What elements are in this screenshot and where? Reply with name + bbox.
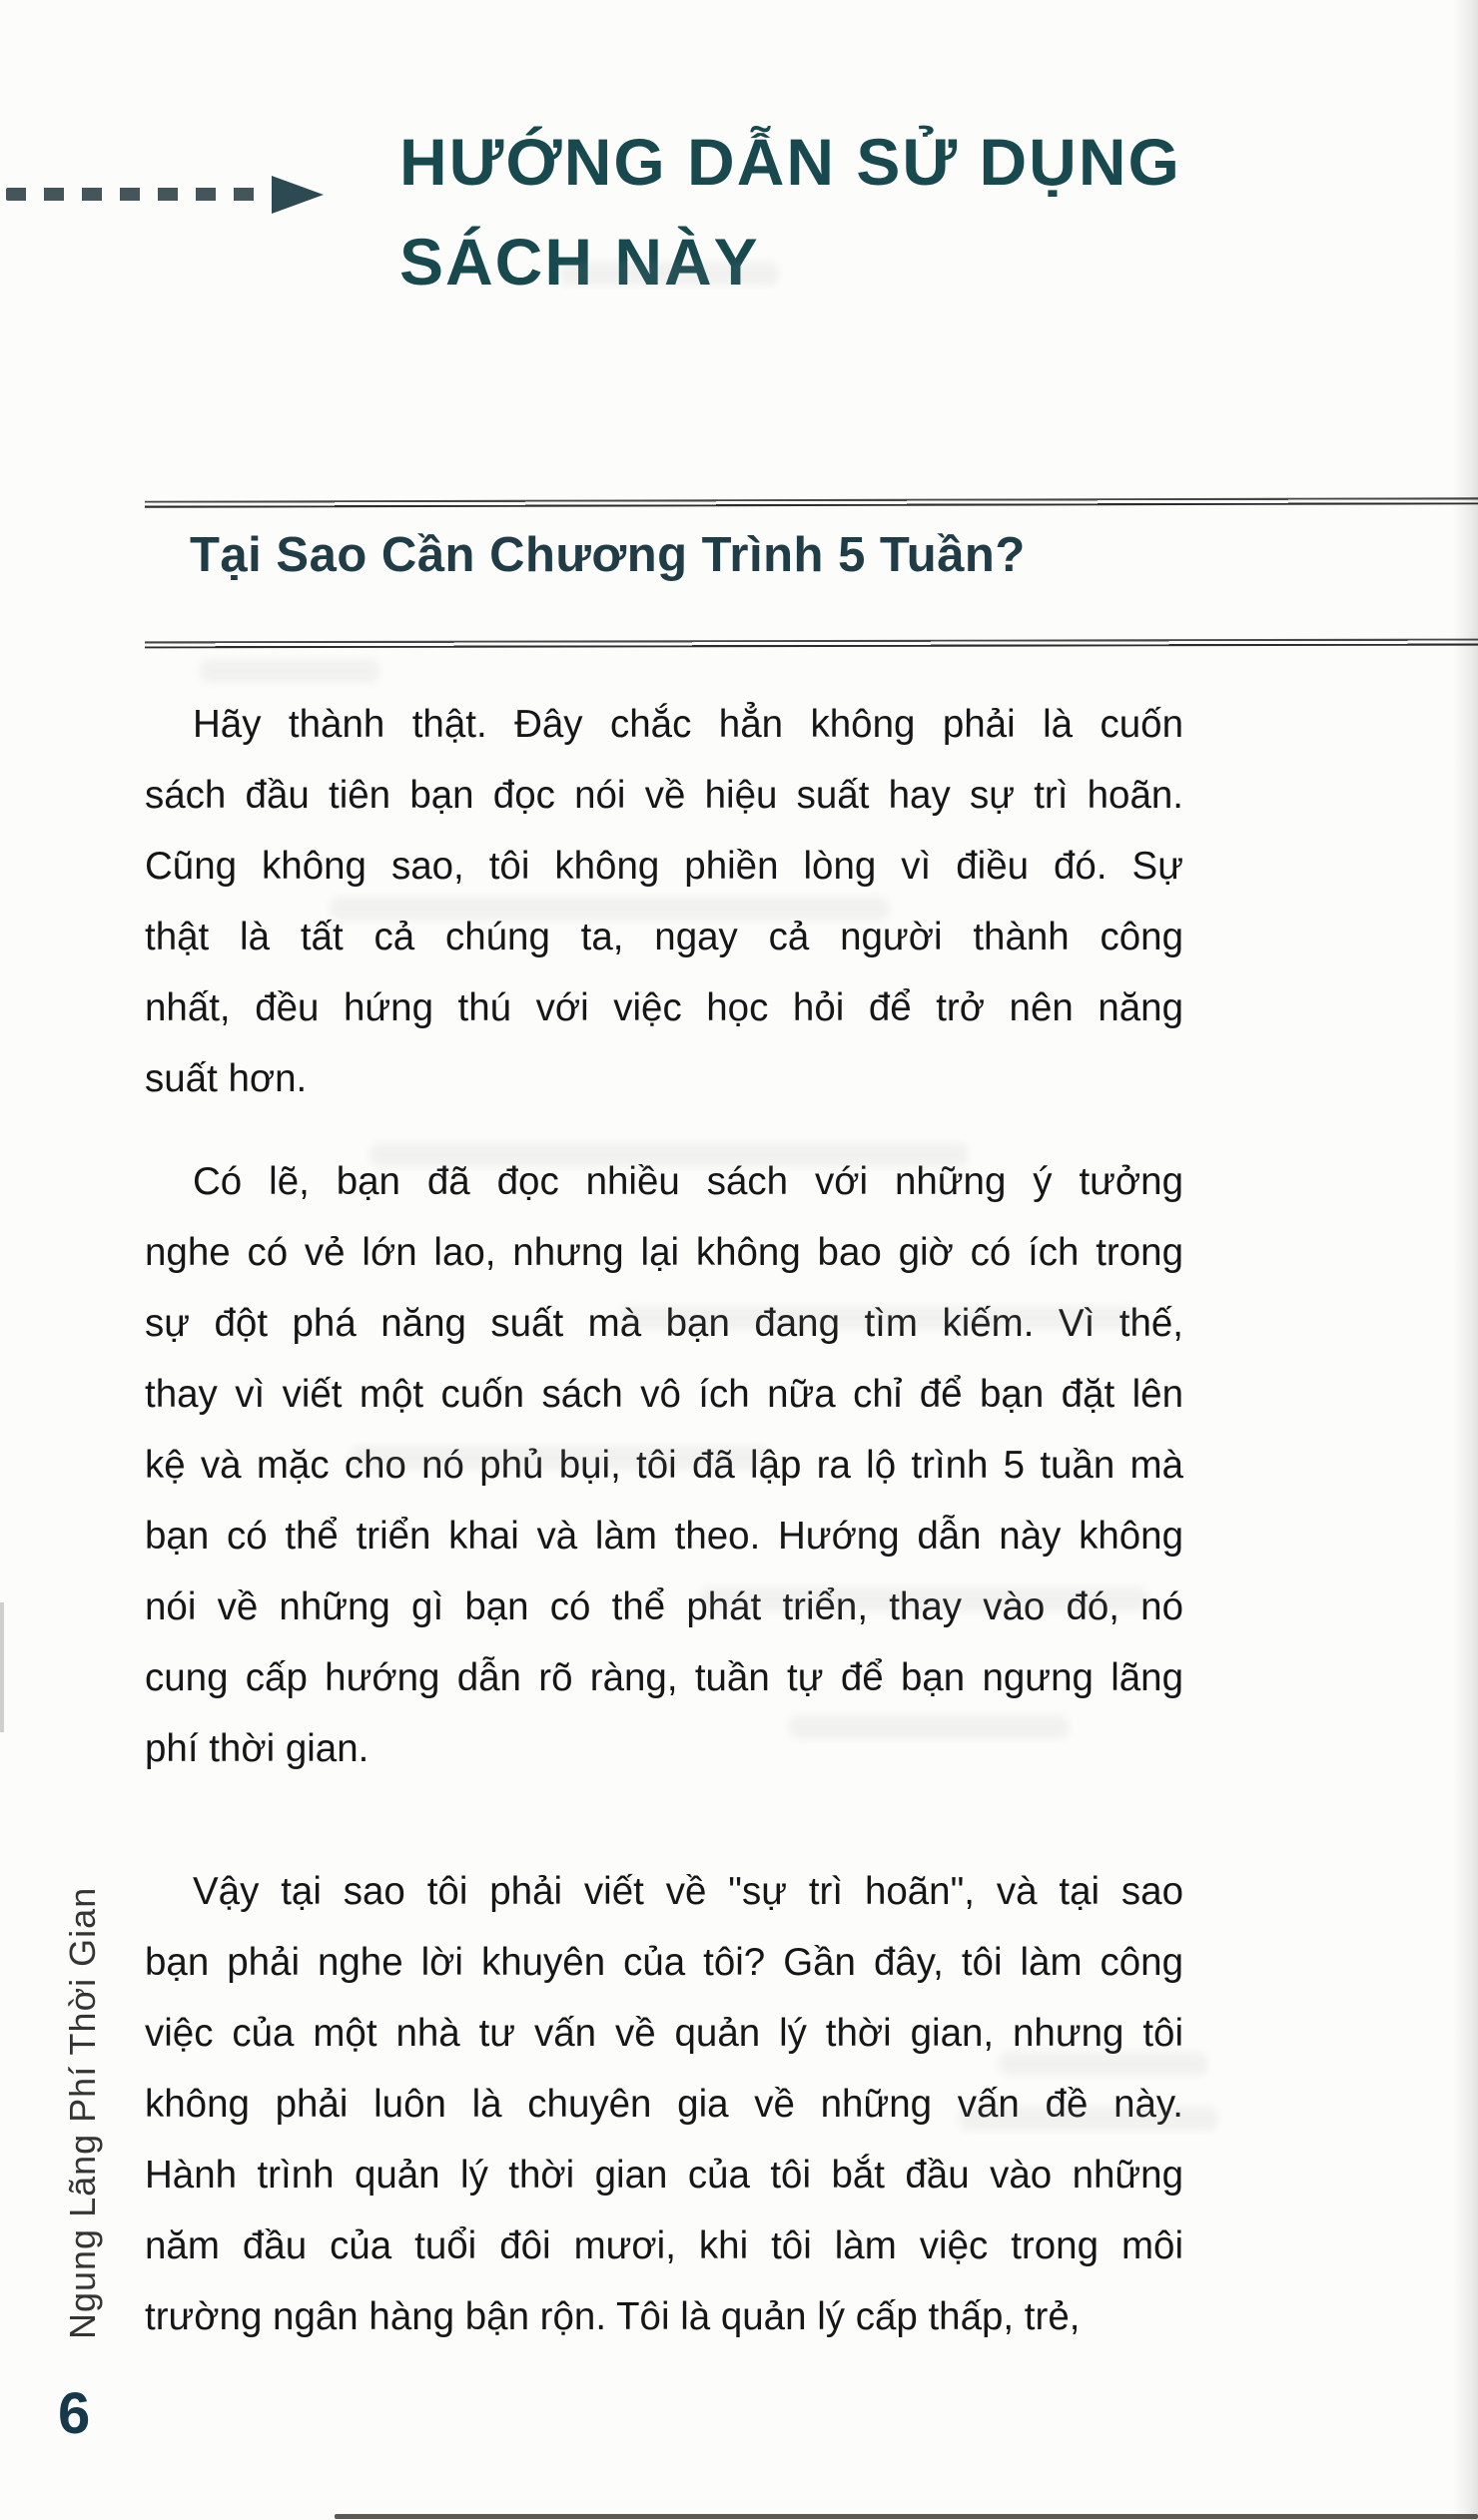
- ghost-bleedthrough: [559, 262, 779, 286]
- text-line: phí thời gian.: [145, 1727, 370, 1770]
- scan-edge-shadow-right: [1452, 0, 1478, 2520]
- divider-line-top: [145, 497, 1478, 507]
- text-line: không phải luôn là chuyên gia về những vấn đề này.: [145, 2083, 1183, 2126]
- text-line: kệ và mặc cho nó phủ bụi, tôi đã lập ra lộ trình 5 tuần mà: [145, 1444, 1183, 1487]
- text-line: Cũng không sao, tôi không phiền lòng vì điều đó. Sự: [145, 845, 1183, 888]
- text-line: suất hơn.: [145, 1057, 308, 1100]
- chapter-title-line2: SÁCH NÀY: [399, 225, 760, 299]
- text-line: Có lẽ, bạn đã đọc nhiều sách với những ý tưởng: [193, 1160, 1183, 1203]
- divider-line-bottom: [145, 639, 1478, 649]
- running-title-vertical: Ngung Lãng Phí Thời Gian: [62, 1886, 103, 2339]
- ghost-bleedthrough: [370, 1143, 969, 1167]
- section-title: Tại Sao Cần Chương Trình 5 Tuần?: [190, 528, 1026, 582]
- text-line: nhất, đều hứng thú với việc học hỏi để trở nên năng: [145, 986, 1183, 1029]
- text-line: việc của một nhà tư vấn về quản lý thời gian, nhưng tôi: [145, 2012, 1183, 2055]
- text-line: cung cấp hướng dẫn rõ ràng, tuần tự để bạn ngưng lãng: [145, 1656, 1183, 1699]
- ghost-bleedthrough: [789, 1715, 1069, 1739]
- chapter-title-line1: HƯỚNG DẪN SỬ DỤNG: [399, 125, 1181, 199]
- text-line: Hãy thành thật. Đây chắc hẳn không phải là cuốn: [193, 703, 1183, 746]
- paragraph: [145, 1856, 1183, 2352]
- text-line: Hành trình quản lý thời gian của tôi bắt đầu vào những: [145, 2154, 1183, 2197]
- text-line: thay vì viết một cuốn sách vô ích nữa chỉ để bạn đặt lên: [145, 1373, 1183, 1416]
- scan-edge-line-bottom: [335, 2514, 1478, 2519]
- dashed-arrow-line-icon: [6, 188, 272, 201]
- ghost-bleedthrough: [619, 1306, 1138, 1330]
- body-text: [145, 689, 1183, 2352]
- ghost-bleedthrough: [200, 659, 379, 683]
- ghost-bleedthrough: [350, 1446, 769, 1470]
- ghost-bleedthrough: [330, 897, 889, 921]
- text-line: thật là tất cả chúng ta, ngay cả người thành công: [145, 916, 1183, 958]
- text-line: Vậy tại sao tôi phải viết về "sự trì hoãn", và tại sao: [193, 1870, 1183, 1913]
- text-line: sách đầu tiên bạn đọc nói về hiệu suất hay sự trì hoãn.: [145, 774, 1183, 817]
- text-line: trường ngân hàng bận rộn. Tôi là quản lý cấp thấp, trẻ,: [145, 2295, 1081, 2338]
- ghost-bleedthrough: [959, 2107, 1218, 2131]
- text-line: nói về những gì bạn có thể phát triển, thay vào đó, nó: [145, 1585, 1183, 1628]
- text-line: bạn phải nghe lời khuyên của tôi? Gần đây, tôi làm công: [145, 1941, 1183, 1984]
- text-line: năm đầu của tuổi đôi mươi, khi tôi làm việc trong môi: [145, 2224, 1183, 2267]
- text-line: nghe có vẻ lớn lao, nhưng lại không bao giờ có ích trong: [145, 1231, 1183, 1274]
- ghost-bleedthrough: [999, 2052, 1208, 2076]
- text-line: bạn có thể triển khai và làm theo. Hướng dẫn này không: [145, 1515, 1183, 1558]
- arrow-head-icon: [272, 176, 324, 214]
- text-line: sự đột phá năng suất mà bạn đang tìm kiếm. Vì thế,: [145, 1302, 1183, 1345]
- scan-edge-mark-left: [0, 1602, 4, 1732]
- page-number: 6: [58, 2381, 91, 2446]
- ghost-bleedthrough: [699, 1587, 1148, 1611]
- chapter-title: [399, 112, 1181, 312]
